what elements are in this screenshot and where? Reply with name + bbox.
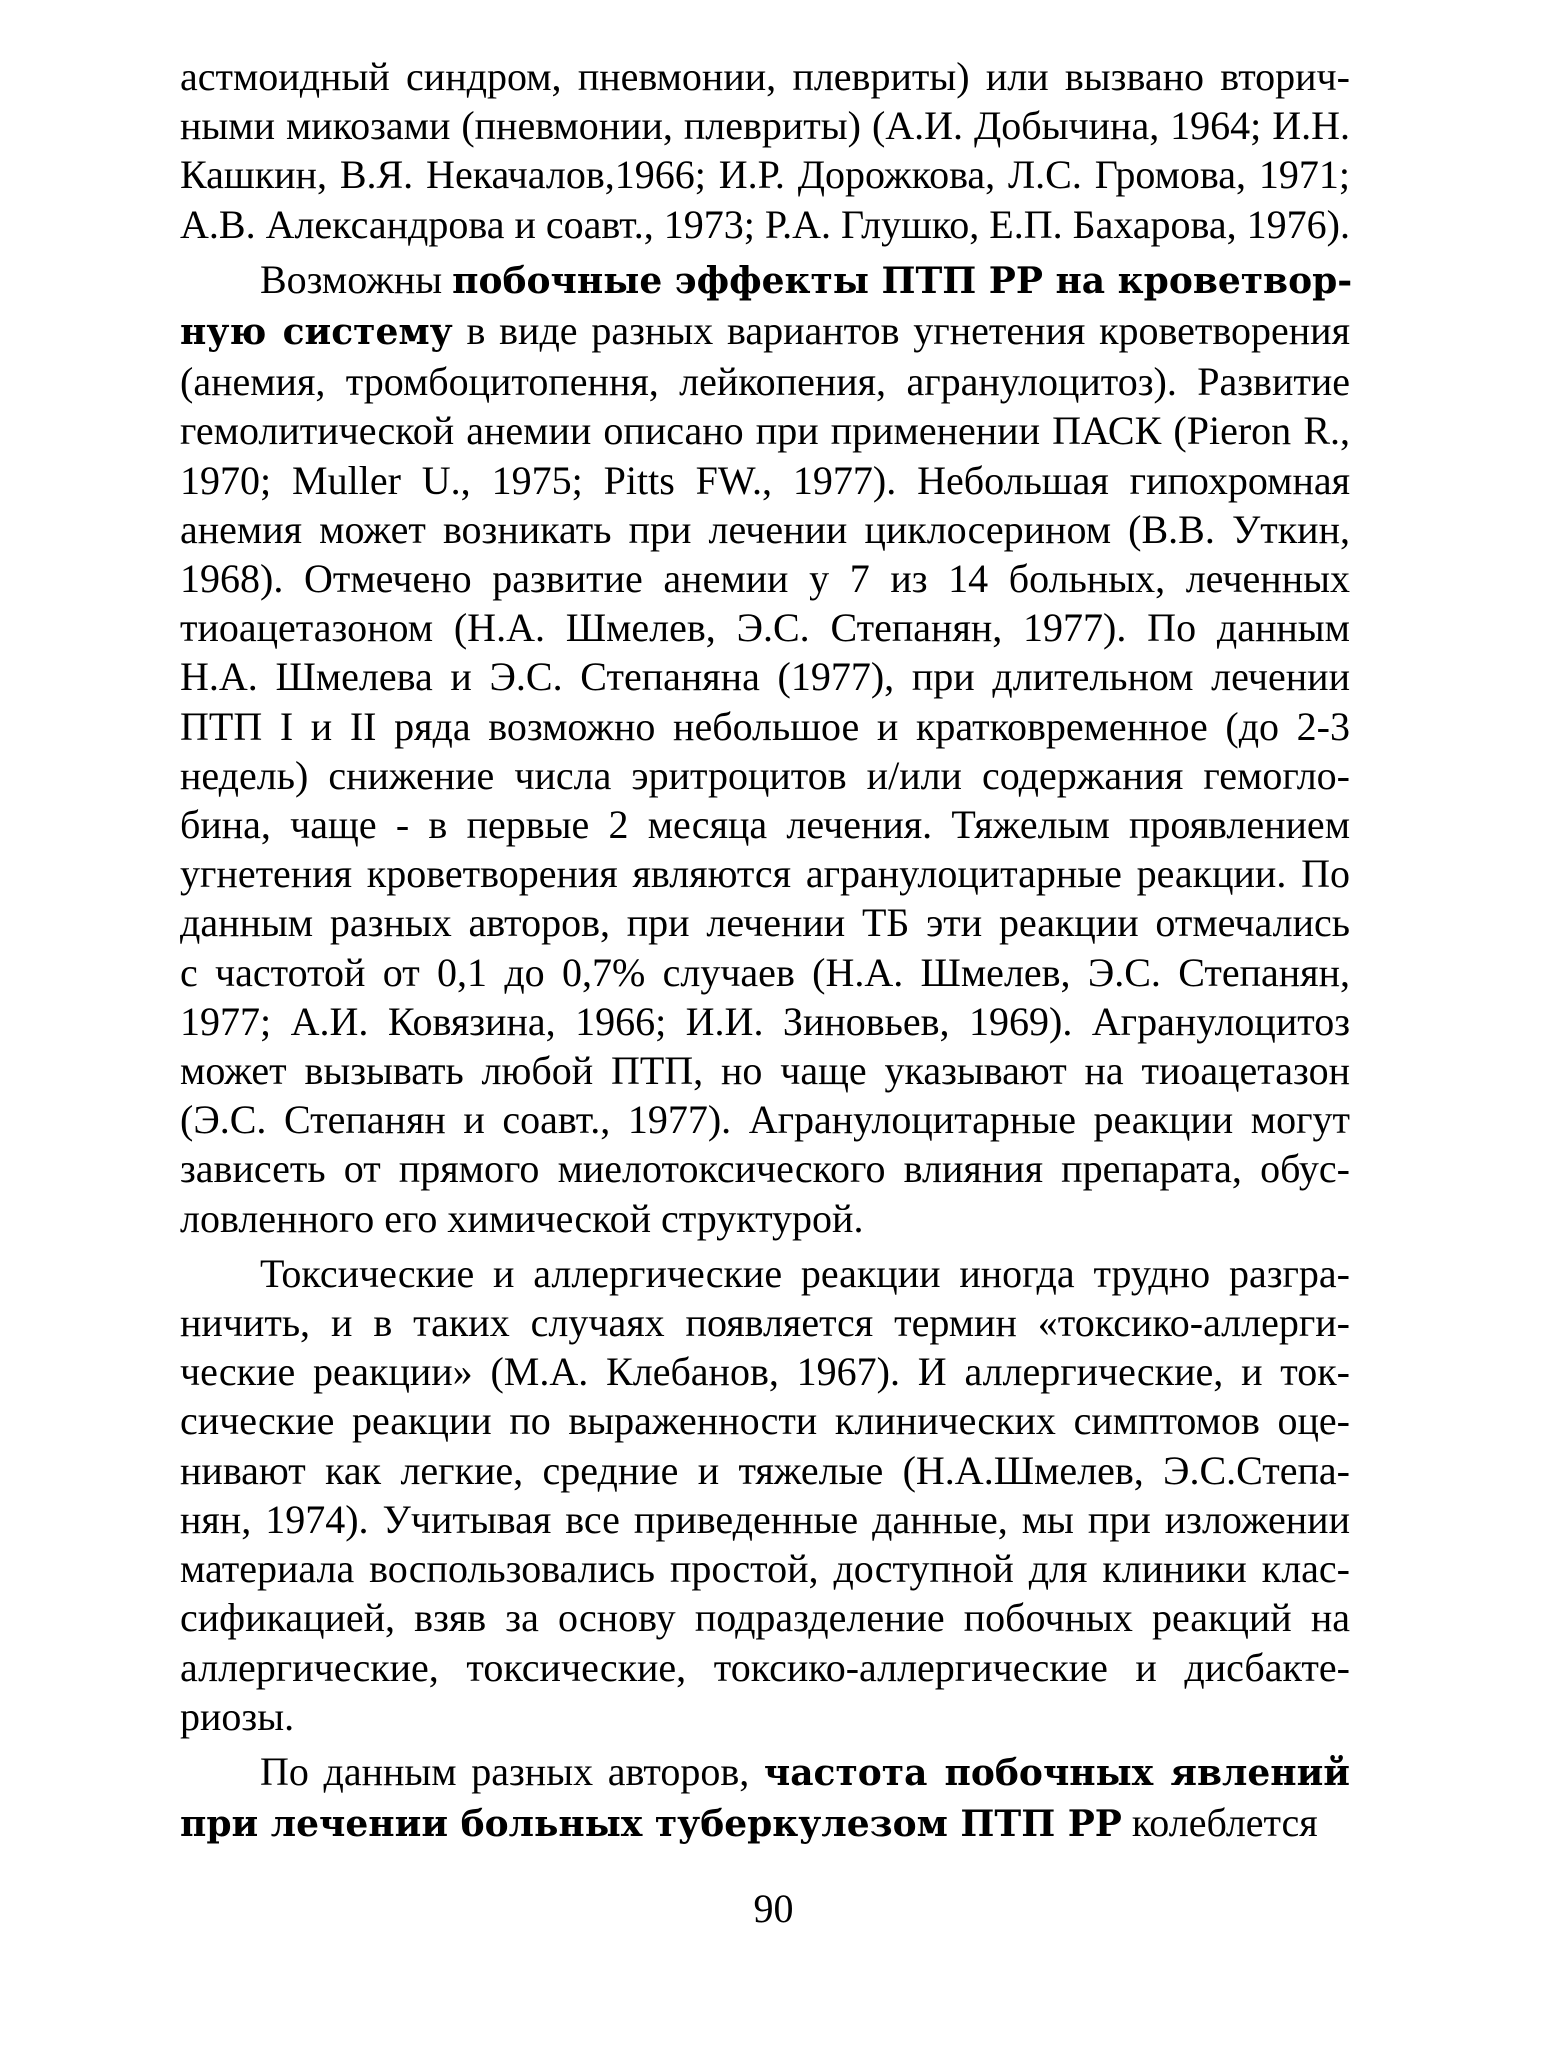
text-line [180,52,1350,101]
text-segment: (Э.С. Степанян и соавт., 1977). Агранулоцитарные реакции могут [180,1097,1350,1143]
bold-text: побочные эффекты ПТП РР на кроветвор- [452,259,1353,302]
text-segment: сификацией, взяв за основу подразделение побочных реакций на [180,1595,1350,1641]
text-line [180,1798,1350,1849]
text-line [180,1144,1350,1193]
text-segment: бина, чаще - в первые 2 месяца лечения. Тяжелым проявлением [180,802,1350,848]
bold-text: частота побочных явлений [763,1751,1351,1794]
text-line [180,1446,1350,1495]
text-line [180,898,1350,947]
text-line [180,255,1353,306]
paragraph [180,255,1353,1243]
text-segment: 1968). Отмечено развитие анемии у 7 из 14 больных, леченных [180,556,1350,602]
text-line [180,1593,1350,1642]
text-segment: риозы. [180,1693,295,1739]
text-segment: нян, 1974). Учитывая все приведенные данные, мы при изложении [180,1496,1350,1542]
text-segment: ческие реакции» (М.А. Клебанов, 1967). И аллергические, и ток- [180,1349,1350,1395]
text-line [180,357,1350,406]
text-segment: По данным разных авторов, [260,1748,764,1794]
text-segment: зависеть от прямого миелотоксического влияния препарата, обус- [180,1146,1350,1192]
text-segment: угнетения кроветворения являются агранулоцитарные реакции. По [180,851,1350,897]
text-segment: Возможны [260,256,453,302]
text-line [180,800,1350,849]
text-line [180,1194,1350,1243]
text-line [180,603,1350,652]
text-segment: 1970; Muller U., 1975; Pitts FW., 1977). Небольшая гипохромная [180,457,1350,503]
text-line [180,406,1350,455]
text-line [180,1298,1350,1347]
text-line [180,1095,1350,1144]
text-line [180,1396,1350,1445]
bold-text: при лечении больных туберкулезом ПТП РР [180,1803,1122,1846]
bold-text: ную систему [180,311,453,354]
text-line [180,505,1350,554]
text-segment: может вызывать любой ПТП, но чаще указывают на тиоацетазон [180,1048,1350,1094]
text-segment: аллергические, токсические, токсико-аллергические и дисбакте- [180,1644,1350,1690]
text-segment: колеблется [1121,1800,1318,1846]
text-line [180,1747,1350,1798]
text-line [180,702,1350,751]
text-line [180,554,1350,603]
text-line [180,1692,1350,1741]
text-segment: недель) снижение числа эритроцитов и/или содержания гемогло- [180,752,1350,798]
page-number: 90 [753,1886,794,1931]
paragraph [180,1747,1350,1849]
text-segment: 1977; А.И. Ковязина, 1966; И.И. Зиновьев, 1969). Агранулоцитоз [180,998,1350,1044]
text-segment: ловленного его химической структурой. [180,1195,864,1241]
text-segment: Н.А. Шмелева и Э.С. Степаняна (1977), при длительном лечении [180,654,1350,700]
text-line [180,849,1350,898]
text-line [180,1495,1350,1544]
text-segment: материала воспользовались простой, доступной для клиники клас- [180,1546,1350,1592]
text-line [180,1643,1350,1692]
text-segment: ными микозами (пневмонии, плевриты) (А.И. Добычина, 1964; И.Н. [180,103,1350,149]
text-segment: в виде разных вариантов угнетения кроветворения [452,308,1350,354]
text-line [180,948,1350,997]
text-segment: данным разных авторов, при лечении ТБ эти реакции отмечались [180,900,1350,946]
text-line [180,1046,1350,1095]
text-segment: астмоидный синдром, пневмонии, плевриты) или вызвано вторич- [180,54,1350,99]
text-line [180,1544,1350,1593]
text-segment: ПТП I и II ряда возможно небольшое и кратковременное (до 2-3 [180,703,1350,749]
body-text [180,52,1353,1849]
paragraph [180,1249,1350,1741]
text-segment: с частотой от 0,1 до 0,7% случаев (Н.А. Шмелев, Э.С. Степанян, [180,949,1350,995]
text-segment: сические реакции по выраженности клинических симптомов оце- [180,1398,1350,1444]
text-segment: тиоацетазоном (Н.А. Шмелев, Э.С. Степанян, 1977). По данным [180,605,1350,651]
text-line [180,997,1350,1046]
paragraph [180,52,1350,249]
text-line [180,751,1350,800]
text-line [180,1347,1350,1396]
text-line [180,150,1350,199]
text-segment: А.В. Александрова и соавт., 1973; Р.А. Глушко, Е.П. Бахарова, 1976). [180,201,1350,247]
text-segment: (анемия, тромбоцитопення, лейкопения, агранулоцитоз). Развитие [180,359,1350,405]
text-line [180,456,1350,505]
text-line [180,101,1350,150]
text-segment: Кашкин, В.Я. Некачалов,1966; И.Р. Дорожкова, Л.С. Громова, 1971; [180,152,1350,198]
text-segment: нивают как легкие, средние и тяжелые (Н.А.Шмелев, Э.С.Степа- [180,1447,1350,1493]
text-segment: ничить, и в таких случаях появляется термин «токсико-аллерги- [180,1300,1350,1346]
text-line [180,200,1350,249]
text-segment: гемолитической анемии описано при применении ПАСК (Pieron R., [180,408,1350,454]
text-line [180,1249,1350,1298]
text-line [180,306,1350,357]
text-segment: анемия может возникать при лечении циклосерином (В.В. Уткин, [180,506,1350,552]
text-segment: Токсические и аллергические реакции иногда трудно разгра- [260,1250,1350,1296]
text-line [180,652,1350,701]
